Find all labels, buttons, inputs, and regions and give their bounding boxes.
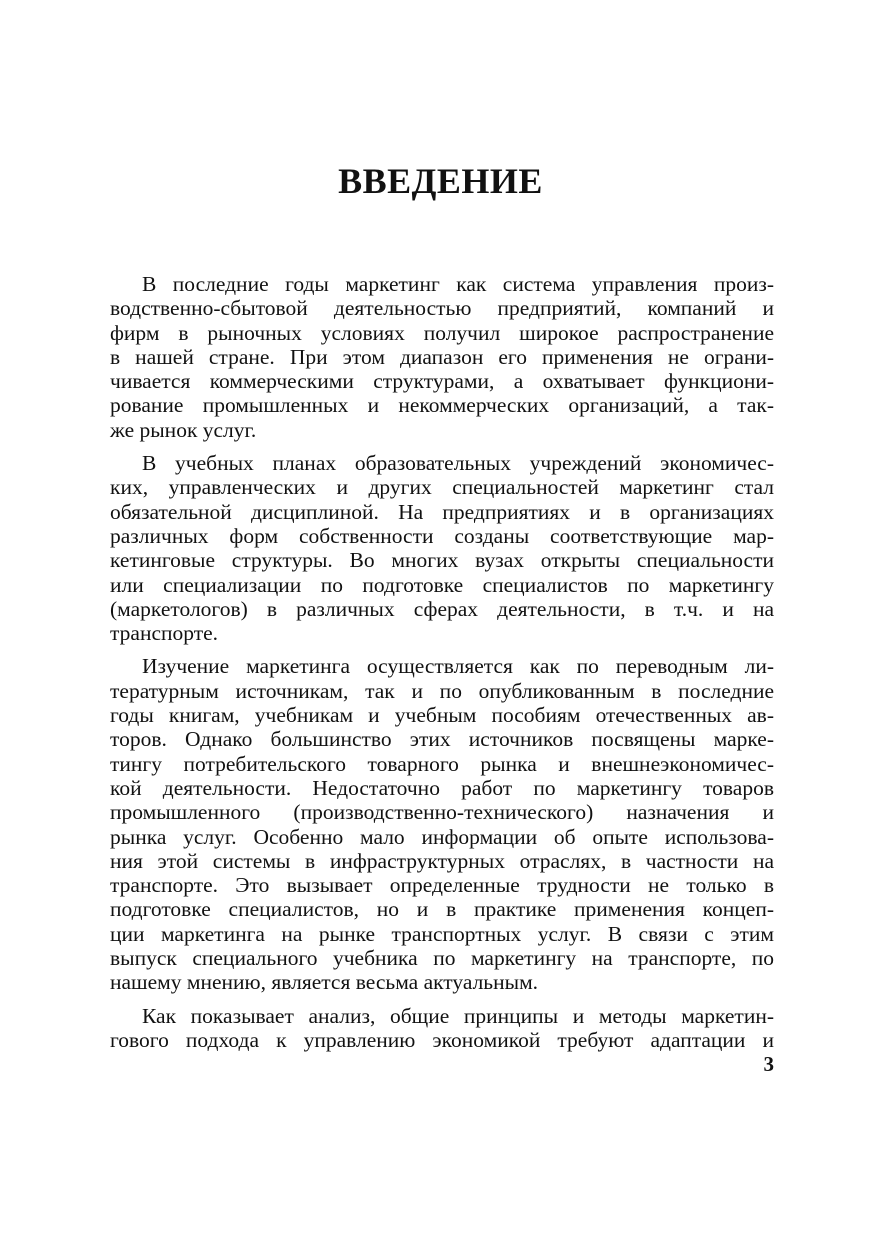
text-line: чивается коммерческими структурами, а охватывает функциони- bbox=[110, 369, 774, 394]
text-line: Как показывает анализ, общие принципы и методы маркетин- bbox=[142, 1003, 774, 1028]
text-line: же рынок услуг. bbox=[110, 417, 257, 442]
paragraph bbox=[110, 1004, 774, 1053]
text-line: В последние годы маркетинг как система управления произ- bbox=[142, 272, 774, 296]
text-line: нашему мнению, является весьма актуальным. bbox=[110, 970, 539, 995]
text-line: обязательной дисциплиной. На предприятиях и в организациях bbox=[110, 499, 774, 524]
text-line: транспорте. bbox=[110, 621, 219, 646]
text-line: различных форм собственности созданы соответствующие мар- bbox=[110, 523, 774, 548]
text-line: тингу потребительского товарного рынка и внешнеэкономичес- bbox=[110, 751, 774, 776]
text-line: кой деятельности. Недостаточно работ по маркетингу товаров bbox=[110, 775, 774, 800]
body-text bbox=[110, 272, 774, 1061]
chapter-title: ВВЕДЕНИЕ bbox=[338, 161, 543, 201]
paragraph bbox=[110, 654, 774, 994]
text-line: ции маркетинга на рынке транспортных услуг. В связи с этим bbox=[110, 921, 774, 946]
text-line: ния этой системы в инфраструктурных отраслях, в частности на bbox=[110, 848, 774, 873]
text-line: подготовке специалистов, но и в практике применения концеп- bbox=[110, 897, 774, 922]
text-line: В учебных планах образовательных учреждений экономичес- bbox=[142, 451, 774, 476]
text-line: рование промышленных и некоммерческих организаций, а так- bbox=[110, 393, 774, 418]
text-line: кетинговые структуры. Во многих вузах открыты специальности bbox=[110, 548, 774, 573]
text-line: промышленного (производственно-технического) назначения и bbox=[110, 800, 774, 825]
text-line: торов. Однако большинство этих источников посвящены марке- bbox=[110, 727, 774, 752]
text-line: тературным источникам, так и по опубликованным в последние bbox=[110, 678, 774, 703]
text-line: (маркетологов) в различных сферах деятельности, в т.ч. и на bbox=[110, 596, 774, 621]
text-line: годы книгам, учебникам и учебным пособиям отечественных ав- bbox=[110, 703, 774, 728]
text-line: или специализации по подготовке специалистов по маркетингу bbox=[110, 572, 774, 597]
text-line: водственно-сбытовой деятельностью предприятий, компаний и bbox=[110, 296, 774, 321]
text-line: в нашей стране. При этом диапазон его применения не ограни- bbox=[110, 344, 774, 369]
page-number: 3 bbox=[763, 1052, 774, 1076]
text-line: Изучение маркетинга осуществляется как по переводным ли- bbox=[142, 654, 774, 679]
paragraph bbox=[110, 272, 774, 442]
text-line: транспорте. Это вызывает определенные трудности не только в bbox=[110, 873, 774, 898]
text-line: гового подхода к управлению экономикой требуют адаптации и bbox=[110, 1027, 774, 1052]
text-line: выпуск специального учебника по маркетингу на транспорте, по bbox=[110, 946, 774, 971]
text-line: фирм в рыночных условиях получил широкое распространение bbox=[110, 320, 774, 345]
text-line: ких, управленческих и других специальностей маркетинг стал bbox=[110, 475, 774, 500]
paragraph bbox=[110, 451, 774, 645]
text-line: рынка услуг. Особенно мало информации об опыте использова- bbox=[110, 824, 774, 849]
